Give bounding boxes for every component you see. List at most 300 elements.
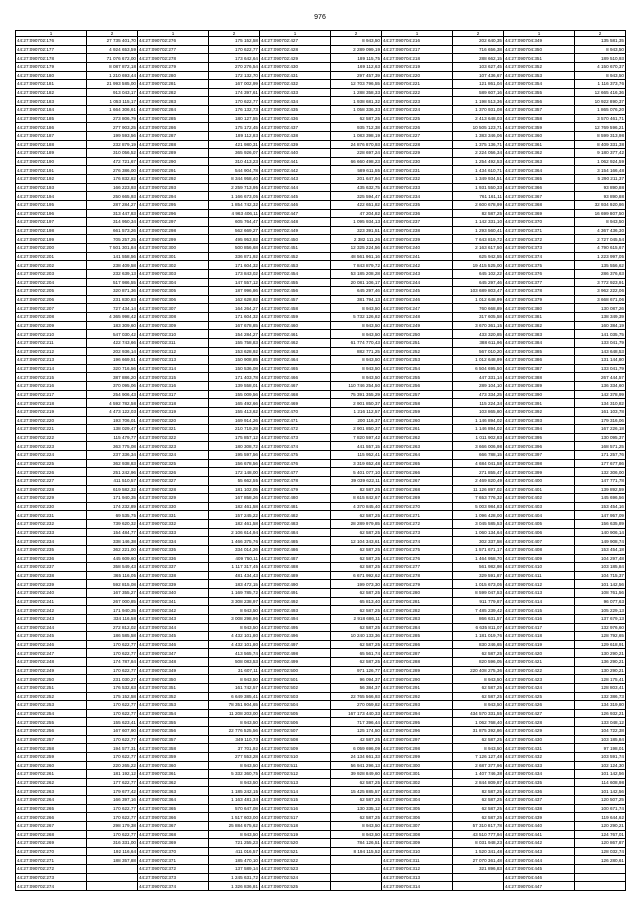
cadastral-value-cell: 365 926,07: [209, 149, 260, 158]
cadastral-number-cell: 44:27:090702:274: [16, 882, 87, 891]
table-row: [16, 658, 626, 667]
cadastral-value-cell: 31 875 392,86: [453, 727, 504, 736]
cadastral-number-cell: 44:27:090704:445: [504, 865, 575, 874]
cadastral-value-cell: 1 288 358,33: [331, 88, 382, 97]
cadastral-value-cell: 1 142 331,10: [453, 218, 504, 227]
cadastral-number-cell: 44:27:090704:408: [504, 545, 575, 554]
cadastral-number-cell: 44:27:090702:303: [138, 269, 209, 278]
table-row: [16, 821, 626, 830]
cadastral-value-cell: 185 470,10: [209, 856, 260, 865]
table-row: [16, 537, 626, 546]
cadastral-number-cell: 44:27:090702:226: [16, 468, 87, 477]
table-row: [16, 554, 626, 563]
cadastral-value-cell: 422 651,82: [331, 200, 382, 209]
cadastral-value-cell: 2 469 820,49: [453, 476, 504, 485]
cadastral-number-cell: 44:27:090704:291: [382, 683, 453, 692]
cadastral-number-cell: 44:27:090702:201: [16, 252, 87, 261]
cadastral-value-cell: 666 788,15: [453, 451, 504, 460]
cadastral-value-cell: 179 677,42: [87, 787, 138, 796]
cadastral-number-cell: 44:27:090702:180: [16, 71, 87, 80]
cadastral-value-cell: 133 041,79: [575, 338, 626, 347]
cadastral-number-cell: 44:27:090702:179: [16, 62, 87, 71]
cadastral-number-cell: 44:27:090704:302: [382, 778, 453, 787]
cadastral-value-cell: 53 185 208,28: [331, 269, 382, 278]
cadastral-value-cell: 200 116,37: [331, 416, 382, 425]
cadastral-value-cell: 62 587,25: [331, 554, 382, 563]
header-cell: 1: [16, 31, 87, 37]
cadastral-value-cell: 8 943,50: [331, 321, 382, 330]
cadastral-number-cell: 44:27:090702:369: [138, 839, 209, 848]
cadastral-number-cell: 44:27:090704:447: [504, 882, 575, 891]
cadastral-number-cell: 44:27:090704:219: [382, 62, 453, 71]
cadastral-value-cell: 1 062 924,59: [575, 157, 626, 166]
cadastral-number-cell: 44:27:090702:479: [260, 485, 331, 494]
cadastral-number-cell: 44:27:090702:197: [16, 218, 87, 227]
cadastral-number-cell: 44:27:090702:459: [260, 313, 331, 322]
cadastral-value-cell: 220 408 275,36: [453, 666, 504, 675]
cadastral-number-cell: 44:27:090704:412: [504, 580, 575, 589]
cadastral-number-cell: 44:27:090702:509: [260, 744, 331, 753]
cadastral-value-cell: 317 605,58: [453, 313, 504, 322]
cadastral-number-cell: 44:27:090704:424: [504, 683, 575, 692]
cadastral-number-cell: 44:27:090704:434: [504, 770, 575, 779]
cadastral-number-cell: 44:27:090704:421: [504, 658, 575, 667]
cadastral-number-cell: 44:27:090704:244: [382, 278, 453, 287]
cadastral-number-cell: 44:27:090704:397: [504, 451, 575, 460]
cadastral-number-cell: 44:27:090702:304: [138, 278, 209, 287]
cadastral-value-cell: 170 622,77: [87, 666, 138, 675]
cadastral-number-cell: 44:27:090702:257: [16, 735, 87, 744]
cadastral-number-cell: 44:27:090704:441: [504, 830, 575, 839]
table-row: [16, 494, 626, 503]
cadastral-number-cell: 44:27:090702:312: [138, 347, 209, 356]
cadastral-number-cell: 44:27:090704:378: [504, 287, 575, 296]
table-row: [16, 571, 626, 580]
cadastral-value-cell: 1 375 136,71: [453, 140, 504, 149]
cadastral-number-cell: 44:27:090702:259: [16, 752, 87, 761]
cadastral-value-cell: 166 397,16: [87, 796, 138, 805]
cadastral-value-cell: 135 581,35: [575, 37, 626, 46]
cadastral-number-cell: 44:27:090702:177: [16, 45, 87, 54]
cadastral-value-cell: 130 087,26: [575, 304, 626, 313]
cadastral-number-cell: 44:27:090704:301: [382, 770, 453, 779]
cadastral-number-cell: 44:27:090702:194: [16, 192, 87, 201]
cadastral-number-cell: 44:27:090702:241: [16, 597, 87, 606]
cadastral-number-cell: 44:27:090702:189: [16, 149, 87, 158]
cadastral-value-cell: 8 943,50: [331, 330, 382, 339]
cadastral-value-cell: 271 855,47: [453, 468, 504, 477]
cadastral-number-cell: 44:27:090704:414: [504, 597, 575, 606]
cadastral-value-cell: 935 712,38: [331, 123, 382, 132]
cadastral-value-cell: 2 413 648,03: [453, 114, 504, 123]
cadastral-number-cell: 44:27:090702:443: [260, 175, 331, 184]
cadastral-value-cell: 589 607,16: [453, 88, 504, 97]
cadastral-number-cell: 44:27:090702:186: [16, 123, 87, 132]
cadastral-number-cell: 44:27:090702:234: [16, 537, 87, 546]
cadastral-value-cell: 78 351 904,65: [209, 701, 260, 710]
cadastral-value-cell: 2 727 045,54: [575, 235, 626, 244]
cadastral-value-cell: 153 628,92: [209, 347, 260, 356]
cadastral-value-cell: 171 940,35: [87, 494, 138, 503]
cadastral-number-cell: 44:27:090702:361: [138, 770, 209, 779]
cadastral-number-cell: 44:27:090704:273: [382, 528, 453, 537]
cadastral-value-cell: 137 589,14: [209, 865, 260, 874]
cadastral-number-cell: 44:27:090702:251: [16, 683, 87, 692]
cadastral-number-cell: 44:27:090702:239: [16, 580, 87, 589]
cadastral-number-cell: 44:27:090702:371: [138, 856, 209, 865]
table-row: [16, 451, 626, 460]
cadastral-number-cell: 44:27:090702:215: [16, 373, 87, 382]
table-row: [16, 683, 626, 692]
cadastral-value-cell: 1 517 603,00: [209, 813, 260, 822]
cadastral-number-cell: 44:27:090704:426: [504, 701, 575, 710]
cadastral-number-cell: 44:27:090704:444: [504, 856, 575, 865]
cadastral-number-cell: 44:27:090702:328: [138, 485, 209, 494]
cadastral-value-cell: 8 599 313,98: [575, 131, 626, 140]
cadastral-value-cell: 717 396,44: [331, 718, 382, 727]
cadastral-value-cell: 61 774 770,43: [331, 338, 382, 347]
cadastral-value-cell: 760 668,89: [453, 304, 504, 313]
cadastral-number-cell: 44:27:090704:381: [504, 313, 575, 322]
cadastral-value-cell: 175 172,45: [209, 123, 260, 132]
cadastral-value-cell: 276 386,00: [87, 166, 138, 175]
cadastral-value-cell: 1 254 492,53: [453, 157, 504, 166]
cadastral-number-cell: 44:27:090704:238: [382, 226, 453, 235]
cadastral-value-cell: 171 403,78: [209, 373, 260, 382]
cadastral-number-cell: 44:27:090702:504: [260, 701, 331, 710]
cadastral-number-cell: 44:27:090702:185: [16, 114, 87, 123]
table-row: [16, 338, 626, 347]
cadastral-value-cell: 286 376,63: [575, 269, 626, 278]
table-row: [16, 606, 626, 615]
cadastral-value-cell: 15 425 885,57: [331, 787, 382, 796]
cadastral-value-cell: 187 996,86: [209, 287, 260, 296]
cadastral-value-cell: 19 415 525,00: [453, 261, 504, 270]
cadastral-value-cell: 472 721,67: [87, 157, 138, 166]
cadastral-number-cell: 44:27:090702:285: [138, 114, 209, 123]
cadastral-number-cell: 44:27:090702:302: [138, 261, 209, 270]
table-row: [16, 175, 626, 184]
cadastral-number-cell: 44:27:090702:254: [16, 709, 87, 718]
cadastral-number-cell: 44:27:090704:432: [504, 752, 575, 761]
cadastral-number-cell: 44:27:090704:252: [382, 347, 453, 356]
cadastral-value-cell: 156 678,56: [209, 459, 260, 468]
cadastral-value-cell: 323 391,51: [331, 226, 382, 235]
cadastral-value-cell: 8 943,50: [209, 778, 260, 787]
cadastral-number-cell: 44:27:090702:511: [260, 761, 331, 770]
cadastral-number-cell: 44:27:090702:357: [138, 735, 209, 744]
cadastral-value-cell: 202 936,14: [87, 347, 138, 356]
cadastral-number-cell: 44:27:090702:344: [138, 623, 209, 632]
cadastral-value-cell: 1 012 648,99: [453, 356, 504, 365]
cadastral-value-cell: 273 806,79: [87, 114, 138, 123]
cadastral-number-cell: 44:27:090704:363: [504, 157, 575, 166]
cadastral-number-cell: 44:27:090702:273: [16, 873, 87, 882]
header-cell: 1: [260, 31, 331, 37]
cadastral-number-cell: 44:27:090702:510: [260, 752, 331, 761]
cadastral-number-cell: 44:27:090702:501: [260, 675, 331, 684]
table-row: [16, 295, 626, 304]
cadastral-value-cell: 55 662,55: [209, 476, 260, 485]
cadastral-number-cell: 44:27:090704:349: [504, 37, 575, 46]
cadastral-number-cell: 44:27:090702:484: [260, 528, 331, 537]
table-row: [16, 632, 626, 641]
cadastral-value-cell: 172 132,70: [209, 71, 260, 80]
cadastral-number-cell: 44:27:090704:242: [382, 261, 453, 270]
cadastral-value-cell: 131 144,80: [575, 356, 626, 365]
cadastral-value-cell: 28 289 979,85: [331, 520, 382, 529]
cadastral-number-cell: 44:27:090704:374: [504, 252, 575, 261]
cadastral-number-cell: 44:27:090702:490: [260, 580, 331, 589]
cadastral-value-cell: 517 986,55: [87, 278, 138, 287]
cadastral-number-cell: 44:27:090704:376: [504, 269, 575, 278]
cadastral-value-cell: 165 492,66: [209, 399, 260, 408]
cadastral-number-cell: 44:27:090704:375: [504, 261, 575, 270]
cadastral-value-cell: 161 742,57: [209, 683, 260, 692]
cadastral-number-cell: 44:27:090702:247: [16, 649, 87, 658]
cadastral-value-cell: 272 812,02: [87, 623, 138, 632]
table-row: [16, 407, 626, 416]
cadastral-value-cell: 170 622,77: [87, 701, 138, 710]
cadastral-number-cell: 44:27:090704:377: [504, 278, 575, 287]
cadastral-value-cell: 170 622,77: [87, 752, 138, 761]
cadastral-value-cell: 115 224,34: [453, 399, 504, 408]
cadastral-number-cell: 44:27:090702:518: [260, 821, 331, 830]
cadastral-number-cell: 44:27:090702:282: [138, 88, 209, 97]
table-row: [16, 244, 626, 253]
cadastral-number-cell: 44:27:090702:492: [260, 597, 331, 606]
cadastral-value-cell: 362 938,83: [87, 459, 138, 468]
cadastral-value-cell: 1 146 894,02: [453, 425, 504, 434]
cadastral-value-cell: 134 310,82: [575, 399, 626, 408]
cadastral-value-cell: 3 570 461,71: [575, 114, 626, 123]
cadastral-number-cell: 44:27:090702:223: [16, 442, 87, 451]
cadastral-number-cell: 44:27:090702:487: [260, 554, 331, 563]
cadastral-value-cell: 132 306,00: [575, 468, 626, 477]
cadastral-number-cell: 44:27:090704:310: [382, 847, 453, 856]
cadastral-value-cell: 645 102,22: [453, 269, 504, 278]
table-row: [16, 459, 626, 468]
cadastral-value-cell: 320 716,56: [87, 364, 138, 373]
cadastral-value-cell: 1 185 242,15: [209, 787, 260, 796]
cadastral-value-cell: 193 706,01: [87, 416, 138, 425]
cadastral-value-cell: 1 664 306,61: [87, 106, 138, 115]
cadastral-value-cell: 270 059,82: [331, 701, 382, 710]
table-row: [16, 770, 626, 779]
cadastral-value-cell: 1 210 693,44: [87, 71, 138, 80]
cadastral-value-cell: 20 081 106,17: [331, 278, 382, 287]
table-row: [16, 701, 626, 710]
cadastral-number-cell: 44:27:090702:498: [260, 649, 331, 658]
cadastral-value-cell: 231 030,27: [87, 675, 138, 684]
cadastral-value-cell: 12 665 416,36: [575, 88, 626, 97]
cadastral-number-cell: 44:27:090704:415: [504, 606, 575, 615]
table-row: [16, 640, 626, 649]
cadastral-value-cell: 145 696,56: [575, 494, 626, 503]
cadastral-value-cell: 132 386,73: [575, 692, 626, 701]
cadastral-value-cell: 167 678,85: [209, 321, 260, 330]
table-row: [16, 830, 626, 839]
cadastral-number-cell: 44:27:090704:297: [382, 735, 453, 744]
cadastral-value-cell: 1 060 134,64: [453, 528, 504, 537]
cadastral-number-cell: 44:27:090704:235: [382, 200, 453, 209]
cadastral-number-cell: 44:27:090704:221: [382, 80, 453, 89]
cadastral-value-cell: 170 622,77: [209, 97, 260, 106]
cadastral-value-cell: 4 592 782,58: [87, 399, 138, 408]
cadastral-value-cell: [331, 865, 382, 874]
cadastral-value-cell: 10 240 133,36: [331, 632, 382, 641]
cadastral-number-cell: 44:27:090702:336: [138, 554, 209, 563]
cadastral-value-cell: 2 163 617,50: [453, 244, 504, 253]
table-row: [16, 416, 626, 425]
cadastral-number-cell: 44:27:090702:222: [16, 433, 87, 442]
cadastral-value-cell: 170 622,77: [87, 804, 138, 813]
cadastral-number-cell: 44:27:090702:198: [16, 226, 87, 235]
cadastral-value-cell: 784 126,51: [331, 839, 382, 848]
cadastral-number-cell: 44:27:090702:363: [138, 787, 209, 796]
cadastral-number-cell: 44:27:090704:309: [382, 839, 453, 848]
cadastral-value-cell: 126 932,21: [575, 709, 626, 718]
cadastral-value-cell: 128 032,74: [575, 847, 626, 856]
cadastral-number-cell: 44:27:090704:282: [382, 606, 453, 615]
cadastral-value-cell: 334 014,26: [209, 545, 260, 554]
cadastral-number-cell: 44:27:090704:402: [504, 494, 575, 503]
cadastral-number-cell: 44:27:090702:253: [16, 701, 87, 710]
cadastral-number-cell: 44:27:090704:420: [504, 649, 575, 658]
cadastral-value-cell: 108 761,56: [575, 589, 626, 598]
cadastral-value-cell: 12 769 596,21: [575, 123, 626, 132]
cadastral-number-cell: 44:27:090702:448: [260, 218, 331, 227]
cadastral-value-cell: 370 095,06: [87, 382, 138, 391]
cadastral-value-cell: 181 102,05: [209, 485, 260, 494]
cadastral-value-cell: 6 059 696,09: [331, 744, 382, 753]
cadastral-value-cell: 172 148,00: [209, 468, 260, 477]
cadastral-value-cell: 220 265,22: [87, 761, 138, 770]
cadastral-number-cell: 44:27:090702:326: [138, 468, 209, 477]
cadastral-number-cell: 44:27:090702:486: [260, 545, 331, 554]
cadastral-value-cell: 128 175,41: [575, 675, 626, 684]
cadastral-number-cell: 44:27:090702:335: [138, 545, 209, 554]
cadastral-number-cell: 44:27:090702:308: [138, 313, 209, 322]
cadastral-number-cell: 44:27:090704:313: [382, 873, 453, 882]
cadastral-value-cell: 180 127,55: [209, 114, 260, 123]
cadastral-value-cell: 11 126 897,02: [453, 485, 504, 494]
cadastral-value-cell: 128 792,65: [575, 632, 626, 641]
cadastral-value-cell: 8 943,50: [453, 701, 504, 710]
cadastral-number-cell: 44:27:090702:496: [260, 632, 331, 641]
cadastral-value-cell: 189 510,93: [575, 54, 626, 63]
cadastral-number-cell: 44:27:090704:285: [382, 632, 453, 641]
cadastral-value-cell: 297 457,39: [331, 71, 382, 80]
cadastral-number-cell: 44:27:090702:211: [16, 338, 87, 347]
cadastral-value-cell: 139 892,59: [575, 485, 626, 494]
cadastral-value-cell: 56 941 296,13: [331, 761, 382, 770]
cadastral-value-cell: 321 896,83: [453, 865, 504, 874]
cadastral-value-cell: 199 593,56: [87, 131, 138, 140]
cadastral-value-cell: 3 308 238,97: [209, 597, 260, 606]
cadastral-number-cell: 44:27:090702:429: [260, 54, 331, 63]
cadastral-value-cell: 167 858,26: [209, 494, 260, 503]
table-row: [16, 287, 626, 296]
cadastral-value-cell: 120 290,21: [575, 821, 626, 830]
cadastral-value-cell: [87, 873, 138, 882]
header-cell: 2: [575, 31, 626, 37]
cadastral-value-cell: 150 536,08: [209, 364, 260, 373]
cadastral-number-cell: 44:27:090702:350: [138, 675, 209, 684]
cadastral-number-cell: 44:27:090704:276: [382, 554, 453, 563]
cadastral-number-cell: 44:27:090702:276: [138, 37, 209, 46]
table-row: [16, 804, 626, 813]
cadastral-number-cell: 44:27:090702:213: [16, 356, 87, 365]
cadastral-number-cell: 44:27:090702:200: [16, 244, 87, 253]
cadastral-number-cell: 44:27:090704:262: [382, 433, 453, 442]
cadastral-value-cell: 121 861,04: [453, 80, 504, 89]
table-row: [16, 468, 626, 477]
table-row: [16, 666, 626, 675]
cadastral-number-cell: 44:27:090702:193: [16, 183, 87, 192]
cadastral-value-cell: 176 832,82: [87, 175, 138, 184]
cadastral-number-cell: 44:27:090702:520: [260, 839, 331, 848]
cadastral-value-cell: 8 943,50: [575, 71, 626, 80]
cadastral-value-cell: 589 611,55: [331, 166, 382, 175]
cadastral-number-cell: 44:27:090704:308: [382, 830, 453, 839]
cadastral-number-cell: 44:27:090704:357: [504, 106, 575, 115]
cadastral-number-cell: 44:27:090702:321: [138, 425, 209, 434]
cadastral-number-cell: 44:27:090702:480: [260, 494, 331, 503]
cadastral-value-cell: 7 820 597,42: [331, 433, 382, 442]
cadastral-value-cell: 1 466 375,76: [209, 537, 260, 546]
cadastral-value-cell: 447 331,14: [453, 373, 504, 382]
cadastral-value-cell: 8 943,50: [453, 675, 504, 684]
cadastral-value-cell: 441 557,15: [331, 442, 382, 451]
cadastral-value-cell: 6 649 385,41: [209, 692, 260, 701]
cadastral-number-cell: 44:27:090702:250: [16, 675, 87, 684]
cadastral-value-cell: 110 746 254,50: [331, 382, 382, 391]
cadastral-value-cell: 12 104 343,61: [331, 537, 382, 546]
cadastral-value-cell: 334 116,58: [87, 614, 138, 623]
cadastral-number-cell: 44:27:090702:252: [16, 692, 87, 701]
table-row: [16, 278, 626, 287]
cadastral-value-cell: 7 126 127,48: [453, 752, 504, 761]
cadastral-number-cell: 44:27:090702:358: [138, 744, 209, 753]
cadastral-value-cell: 96 077,63: [575, 597, 626, 606]
cadastral-number-cell: 44:27:090702:331: [138, 511, 209, 520]
cadastral-number-cell: 44:27:090702:483: [260, 520, 331, 529]
cadastral-number-cell: 44:27:090702:367: [138, 821, 209, 830]
cadastral-number-cell: 44:27:090702:272: [16, 865, 87, 874]
cadastral-number-cell: 44:27:090702:366: [138, 813, 209, 822]
cadastral-number-cell: 44:27:090702:339: [138, 580, 209, 589]
cadastral-value-cell: 173 843,02: [209, 269, 260, 278]
cadastral-value-cell: 6 671 992,62: [331, 571, 382, 580]
table-row: [16, 192, 626, 201]
cadastral-number-cell: 44:27:090702:457: [260, 295, 331, 304]
cadastral-number-cell: 44:27:090702:352: [138, 692, 209, 701]
cadastral-number-cell: 44:27:090702:260: [16, 761, 87, 770]
cadastral-number-cell: 44:27:090702:340: [138, 589, 209, 598]
cadastral-number-cell: 44:27:090702:316: [138, 382, 209, 391]
cadastral-number-cell: 44:27:090702:342: [138, 606, 209, 615]
cadastral-value-cell: 705 257,25: [87, 235, 138, 244]
cadastral-value-cell: 176 532,63: [87, 683, 138, 692]
cadastral-value-cell: 66 660 498,23: [331, 157, 382, 166]
cadastral-value-cell: 421 980,31: [209, 140, 260, 149]
cadastral-value-cell: [331, 856, 382, 865]
cadastral-value-cell: 567 010,20: [453, 347, 504, 356]
cadastral-value-cell: 65 813,40: [331, 597, 382, 606]
cadastral-number-cell: 44:27:090702:190: [16, 157, 87, 166]
cadastral-number-cell: 44:27:090704:368: [504, 200, 575, 209]
